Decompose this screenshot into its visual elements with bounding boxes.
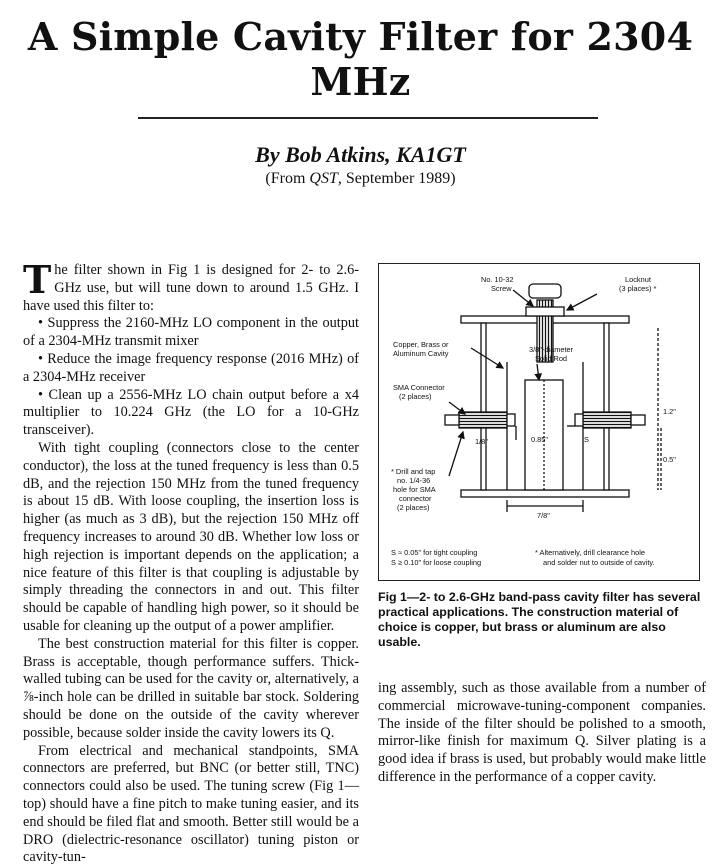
sma-right <box>583 412 631 428</box>
bullet-item: • Suppress the 2160-MHz LO component in the output of a 2304-MHz transmit mixer <box>23 315 359 350</box>
label-drill: hole for SMA <box>393 485 436 494</box>
dim-1-8: 1/8" <box>475 437 488 446</box>
label-cavity: Copper, Brass or <box>393 340 449 349</box>
source-suffix: , September 1989) <box>337 170 456 187</box>
right-post <box>604 323 609 490</box>
bullet-item: • Reduce the image frequency response (2016 MHz) of a 2304-MHz receiver <box>23 350 359 385</box>
article-title: A Simple Cavity Filter for 2304 MHz <box>27 14 694 104</box>
label-rod: Solid Rod <box>535 354 568 363</box>
label-locknut: (3 places) * <box>619 284 657 293</box>
source-magazine: QST <box>309 170 338 187</box>
body-paragraph: From electrical and mechanical standpoints, SMA connectors are preferred, but BNC (or better still, TNC) connectors could also be used. The tuning screw (Fig 1—top) should have a fine pitch to make tuning easier, and its end should be filed flat and smooth. Better still would be a DRO (dielectric-resonance oscillator) tuning piston or cavity-tun- <box>23 742 359 866</box>
figure-diagram <box>378 263 700 581</box>
label-rod: 3/8"-diameter <box>529 345 574 354</box>
screw-head <box>529 284 561 298</box>
cavity-filter-drawing <box>379 264 701 582</box>
dim-s: S <box>584 435 589 444</box>
body-paragraph: ing assembly, such as those available from a number of commercial microwave-tuning-component companies. The inside of the filter should be polished to a smooth, mirror-like finish for maximum Q. Silver plating is a good idea if brass is used, but probably would make little difference in the performance of a copper cavity. <box>378 680 706 785</box>
label-locknut: Locknut <box>625 275 651 284</box>
right-column <box>378 680 706 787</box>
label-sma: (2 places) <box>399 392 432 401</box>
dim-12: 1.2" <box>663 407 676 416</box>
intro-paragraph <box>23 257 359 315</box>
label-drill: no. 1/4-36 <box>397 476 431 485</box>
label-drill: * Drill and tap <box>391 467 436 476</box>
bottom-plate <box>461 490 629 497</box>
left-post <box>481 323 486 490</box>
drop-cap: T <box>23 257 52 302</box>
label-cavity: Aluminum Cavity <box>393 349 449 358</box>
byline: By Bob Atkins, KA1GT <box>255 142 466 167</box>
source-line <box>0 170 721 188</box>
source-prefix: (From <box>265 170 310 187</box>
dim-05: 0.5" <box>663 455 676 464</box>
left-column <box>23 257 359 867</box>
label-sma: SMA Connector <box>393 383 445 392</box>
label-drill: connector <box>399 494 432 503</box>
dim-085: 0.85" <box>531 435 549 444</box>
note-alt: and solder nut to outside of cavity. <box>543 558 655 567</box>
bullet-item: • Clean up a 2556-MHz LO chain output before a x4 multiplier to 10.224 GHz (the LO for a 10-GHz transceiver). <box>23 386 359 439</box>
body-paragraph: With tight coupling (connectors close to the center conductor), the loss at the tuned frequency is less than 0.5 dB, and the rejection 150 MHz from the tuned frequency is about 15 dB. With loose coupling, the insertion loss is higher (as much as 3 dB), but the rejection 150 MHz off frequency increases to around 30 dB. Whether low loss or high rejection is important depends on the application; a nice feature of this filter is that coupling is adjustable by simply threading the connectors in and out. This filter should be capable of handling high power, so it should be usable for cleaning up the output of a power amplifier. <box>23 439 359 634</box>
body-paragraph: The best construction material for this filter is copper. Brass is acceptable, though performance suffers. Thick-walled tubing can be used for the cavity or, alternatively, a ⅞-inch hole can be drilled in suitable bar stock. Soldering should be done on the outside of the cavity wherever possible, because solder inside the cavity lowers its Q. <box>23 635 359 741</box>
note-s-loose: S ≥ 0.10" for loose coupling <box>391 558 482 567</box>
label-screw: No. 10-32 <box>481 275 514 284</box>
title-rule <box>138 117 598 119</box>
sma-left <box>459 412 507 428</box>
dim-7-8: 7/8" <box>537 511 550 520</box>
note-s-tight: S ≈ 0.05" for tight coupling <box>391 548 478 557</box>
label-drill: (2 places) <box>397 503 430 512</box>
intro-text: he filter shown in Fig 1 is designed for 2- to 2.6-GHz use, but will tune down to around 1.5 GHz. I have used this filter to: <box>23 262 359 314</box>
locknut <box>526 307 564 316</box>
note-alt: * Alternatively, drill clearance hole <box>535 548 645 557</box>
figure-caption: Fig 1—2- to 2.6-GHz band-pass cavity filter has several practical applications. The construction material of choice is copper, but brass or aluminum are also usable. <box>378 590 701 649</box>
label-screw: Screw <box>491 284 512 293</box>
